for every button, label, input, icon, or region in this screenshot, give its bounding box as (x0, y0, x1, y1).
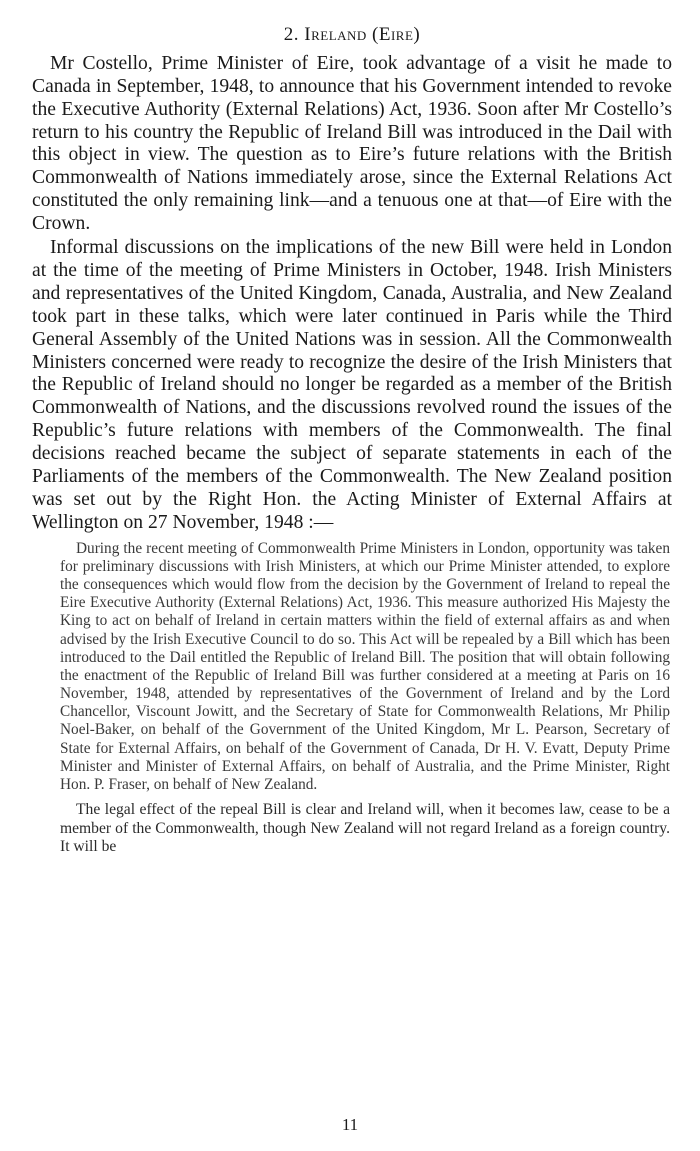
document-page (32, 24, 672, 857)
section-heading (32, 24, 672, 47)
section-number: 2. (283, 24, 299, 45)
paragraph-costello: Mr Costello, Prime Minister of Eire, took advantage of a visit he made to Canada in September, 1948, to announce that his Government intended to revoke the Executive Authority (External Relations) Act, 1936. Soon after Mr Costello’s return to his country the Republic of Ireland Bill was introduced in the Dail with this object in view. The question as to Eire’s future relations with the British Commonwealth of Nations immediately arose, since the External Relations Act constituted the only remaining link—and a tenuous one at that—of Eire with the Crown. (32, 52, 672, 235)
paragraph-discussions: Informal discussions on the implications of the new Bill were held in London at the time of the meeting of Prime Ministers in October, 1948. Irish Ministers and representatives of the United Kingdom, Canada, Australia, and New Zealand took part in these talks, which were later continued in Paris while the Third General Assembly of the United Nations was in session. All the Commonwealth Ministers concerned were ready to recognize the desire of the Irish Ministers that the Republic of Ireland should no longer be regarded as a member of the British Commonwealth of Nations, and the discussions revolved round the issues of the Republic’s future relations with members of the Commonwealth. The final decisions reached became the subject of separate statements in each of the Parliaments of the members of the Commonwealth. The New Zealand position was set out by the Right Hon. the Acting Minister of External Affairs at Wellington on 27 November, 1948 :— (32, 237, 672, 533)
section-title: Ireland (Eire) (304, 24, 421, 45)
paragraph-legal-effect: The legal effect of the repeal Bill is clear and Ireland will, when it becomes law, cease to be a member of the Commonwealth, though New Zealand will not regard Ireland as a foreign country. It will be (60, 801, 670, 856)
quoted-statement: During the recent meeting of Commonwealth Prime Ministers in London, opportunity was taken for preliminary discussions with Irish Ministers, at which our Prime Minister attended, to explore the consequences which would flow from the decision by the Government of Ireland to repeal the Eire Executive Authority (External Relations) Act, 1936. This measure authorized His Majesty the King to act on behalf of Ireland in certain matters within the field of external affairs as and when advised by the Irish Executive Council to do so. This Act will be repealed by a Bill which has been introduced to the Dail entitled the Republic of Ireland Bill. The position that will obtain following the enactment of the Republic of Ireland Bill was further considered at a meeting at Paris on 16 November, 1948, attended by representatives of the Government of Ireland and by the Lord Chancellor, Viscount Jowitt, and the Secretary of State for Commonwealth Relations, Mr Philip Noel-Baker, on behalf of the Government of the United Kingdom, Mr L. Pearson, Secretary of State for External Affairs, on behalf of the Government of Canada, Dr H. V. Evatt, Deputy Prime Minister and Minister of External Affairs, on behalf of Australia, and the Prime Minister, Right Hon. P. Fraser, on behalf of New Zealand. (60, 539, 670, 793)
page-number: 11 (341, 1115, 359, 1134)
